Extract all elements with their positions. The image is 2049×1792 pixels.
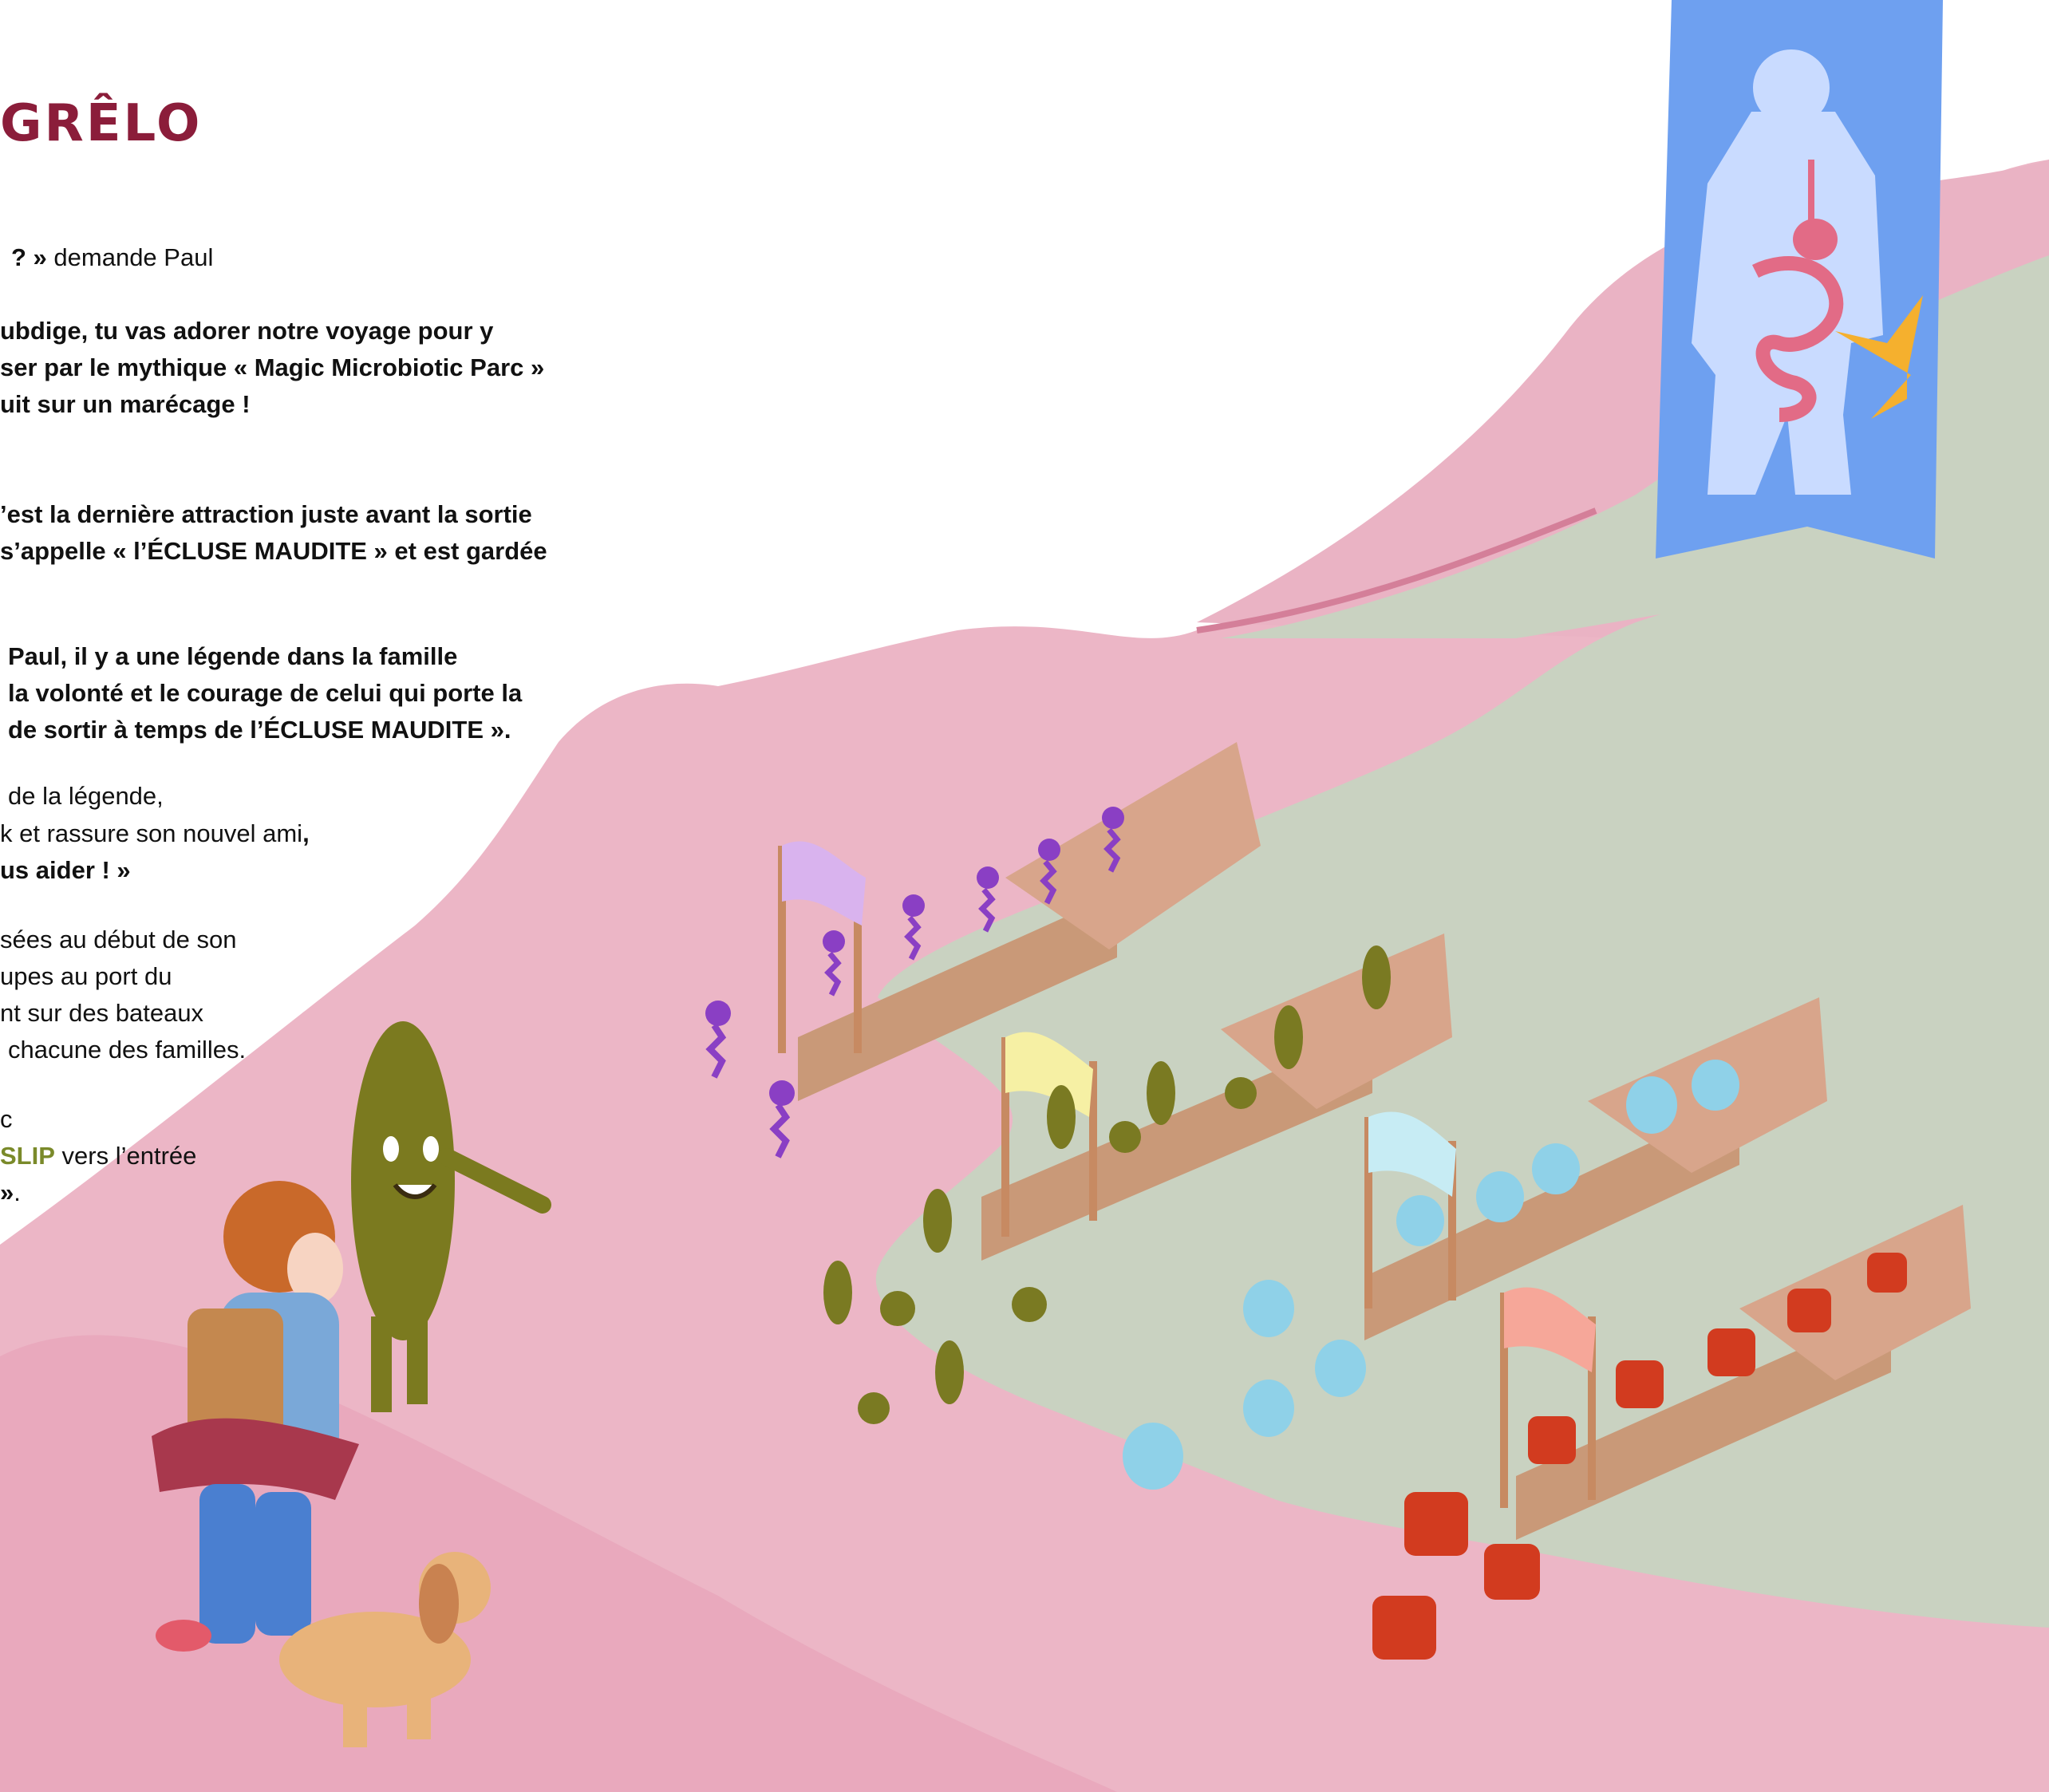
line-10: de la légende, (8, 782, 164, 810)
line-13: sées au début de son (0, 926, 237, 953)
line-12: us aider ! » (0, 856, 131, 884)
line-9: de sortir à temps de l’ÉCLUSE MAUDITE ». (8, 716, 511, 744)
line-4: uit sur un marécage ! (0, 390, 251, 418)
line-8: la volonté et le courage de celui qui porte la (8, 679, 523, 707)
story-title: GRÊLO (0, 94, 203, 153)
line-15: nt sur des bateaux (0, 999, 204, 1027)
line-7: Paul, il y a une légende dans la famille (8, 642, 458, 670)
line-16: chacune des familles. (8, 1036, 247, 1064)
digestive-banner (1656, 0, 1943, 559)
line-17: c (0, 1105, 13, 1133)
line-11: k et rassure son nouvel ami, (0, 819, 310, 847)
line-3: ser par le mythique « Magic Microbiotic Parc » (0, 353, 545, 381)
line-5: ’est la dernière attraction juste avant la sortie (0, 500, 532, 528)
line-18: SLIP vers l’entrée (0, 1142, 197, 1170)
line-2: ubdige, tu vas adorer notre voyage pour y (0, 317, 494, 345)
line-1: ? » demande Paul (11, 243, 214, 271)
line-19: ». (0, 1178, 21, 1206)
line-14: upes au port du (0, 962, 172, 990)
line-6: s’appelle « l’ÉCLUSE MAUDITE » et est gardée (0, 537, 547, 565)
